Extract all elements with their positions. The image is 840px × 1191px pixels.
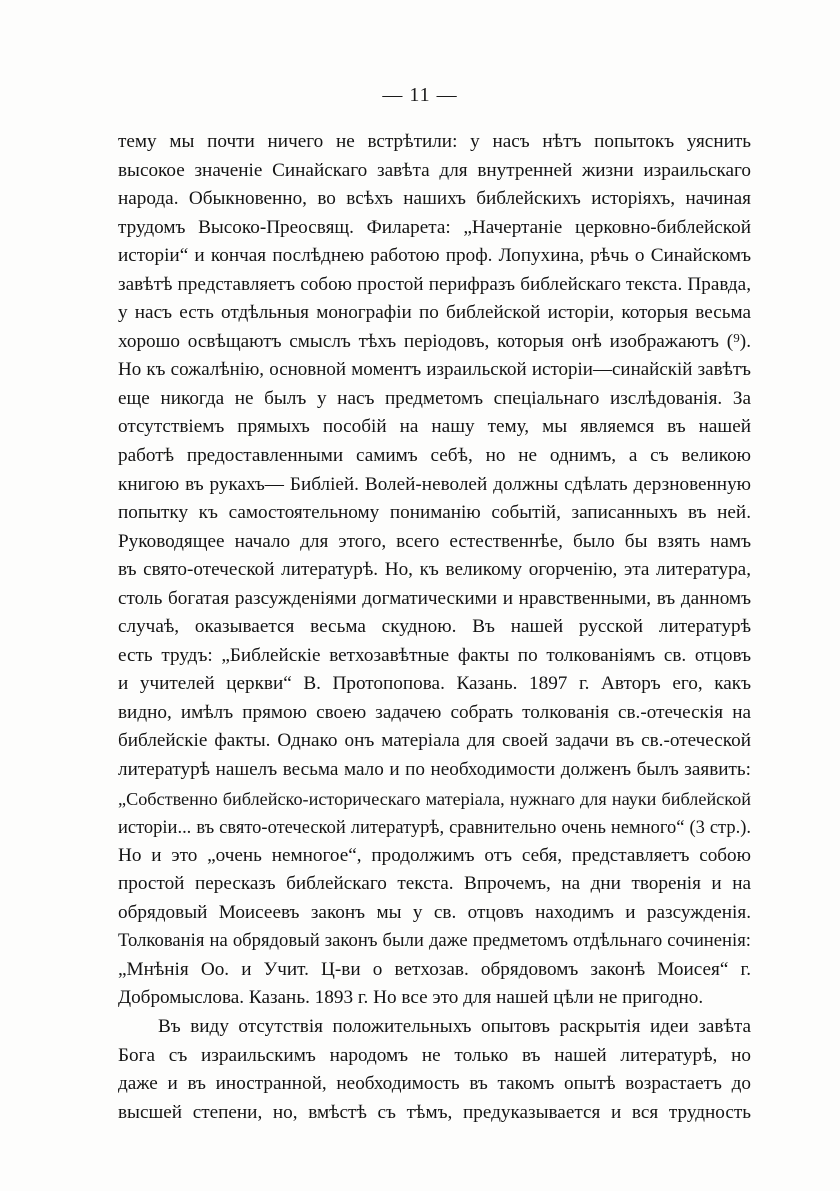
paragraph: [118, 128, 751, 1013]
text-line: народа. Обыкновенно, во всѣхъ нашихъ библейскихъ исторіяхъ, начиная: [118, 188, 751, 210]
text-line: у насъ есть отдѣльныя монографіи по библейской исторіи, которыя весьма: [118, 302, 751, 324]
text-line: еще никогда не былъ у насъ предметомъ спеціальнаго изслѣдованія. За: [118, 387, 751, 409]
text-line: въ свято-отеческой литературѣ. Но, къ великому огорченію, эта литература,: [118, 559, 751, 581]
page-number: — 11 —: [382, 84, 458, 106]
text-line: высшей степени, но, вмѣстѣ съ тѣмъ, предуказывается и вся трудность: [118, 1101, 751, 1123]
text-line: Бога съ израильскимъ народомъ не только въ нашей литературѣ, но: [118, 1044, 751, 1066]
text-line: Добромыслова. Казань. 1893 г. Но все это для нашей цѣли не пригодно.: [118, 987, 704, 1009]
text-line: видно, имѣлъ прямою своею задачею собрать толкованія св.-отеческія на: [118, 701, 751, 723]
body-text: [118, 128, 751, 1127]
paragraph: [118, 1013, 751, 1127]
text-line: случаѣ, оказывается весьма скудною. Въ нашей русской литературѣ: [118, 616, 751, 638]
text-line: трудомъ Высоко-Преосвящ. Филарета: „Начертаніе церковно-библейской: [118, 216, 751, 238]
text-line: литературѣ нашелъ весьма мало и по необходимости долженъ былъ заявить:: [118, 759, 751, 781]
text-line: отсутствіемъ прямыхъ пособій на нашу тему, мы являемся въ нашей: [118, 416, 751, 438]
text-line: исторіи“ и кончая послѣднею работою проф. Лопухина, рѣчь о Синайскомъ: [118, 245, 751, 267]
text-line: тему мы почти ничего не встрѣтили: у насъ нѣтъ попытокъ уяснить: [118, 131, 751, 152]
text-line: „Собственно библейско-историческаго матеріала, нужнаго для науки библейской: [118, 788, 751, 809]
text-line: Руководящее начало для этого, всего естественнѣе, было бы взять намъ: [118, 530, 751, 552]
text-line: книгою въ рукахъ— Библіей. Волей-неволей должны сдѣлать дерзновенную: [118, 473, 751, 495]
text-line: Толкованія на обрядовый законъ были даже предметомъ отдѣльнаго сочиненія:: [118, 930, 751, 952]
text-line: простой пересказъ библейскаго текста. Впрочемъ, на дни творенія и на: [118, 873, 751, 895]
text-line: работѣ предоставленными самимъ себѣ, но не однимъ, а съ великою: [118, 445, 751, 467]
text-line: Но и это „очень немногое“, продолжимъ отъ себя, представляетъ собою: [118, 844, 751, 866]
text-line: Но къ сожалѣнію, основной моментъ израильской исторіи—синайскій завѣтъ: [118, 359, 751, 381]
text-line: хорошо освѣщаютъ смыслъ тѣхъ періодовъ, которыя онѣ изображаютъ (⁹).: [118, 330, 751, 352]
text-line: завѣтѣ представляетъ собою простой перифразъ библейскаго текста. Правда,: [118, 273, 751, 295]
text-line: обрядовый Моисеевъ законъ мы у св. отцовъ находимъ и разсужденія.: [118, 901, 751, 923]
text-line: Въ виду отсутствія положительныхъ опытовъ раскрытія идеи завѣта: [158, 1015, 751, 1037]
text-line: есть трудъ: „Библейскіе ветхозавѣтные факты по толкованіямъ св. отцовъ: [118, 644, 751, 666]
text-line: столь богатая разсужденіями догматическими и нравственными, въ данномъ: [118, 587, 751, 609]
text-line: высокое значеніе Синайскаго завѣта для внутренней жизни израильскаго: [118, 159, 751, 181]
text-line: попытку къ самостоятельному пониманію событій, записанныхъ въ ней.: [118, 502, 751, 524]
text-line: даже и въ иностранной, необходимость въ такомъ опытѣ возрастаетъ до: [118, 1073, 751, 1095]
text-line: и учителей церкви“ В. Протопопова. Казань. 1897 г. Авторъ его, какъ: [118, 673, 751, 695]
text-line: исторіи... въ свято-отеческой литературѣ, сравнительно очень немного“ (3 стр.).: [118, 817, 751, 838]
text-line: библейскіе факты. Однако онъ матеріала для своей задачи въ св.-отеческой: [118, 730, 751, 752]
text-line: „Мнѣнія Оо. и Учит. Ц-ви о ветхозав. обрядовомъ законѣ Моисея“ г.: [118, 958, 751, 980]
